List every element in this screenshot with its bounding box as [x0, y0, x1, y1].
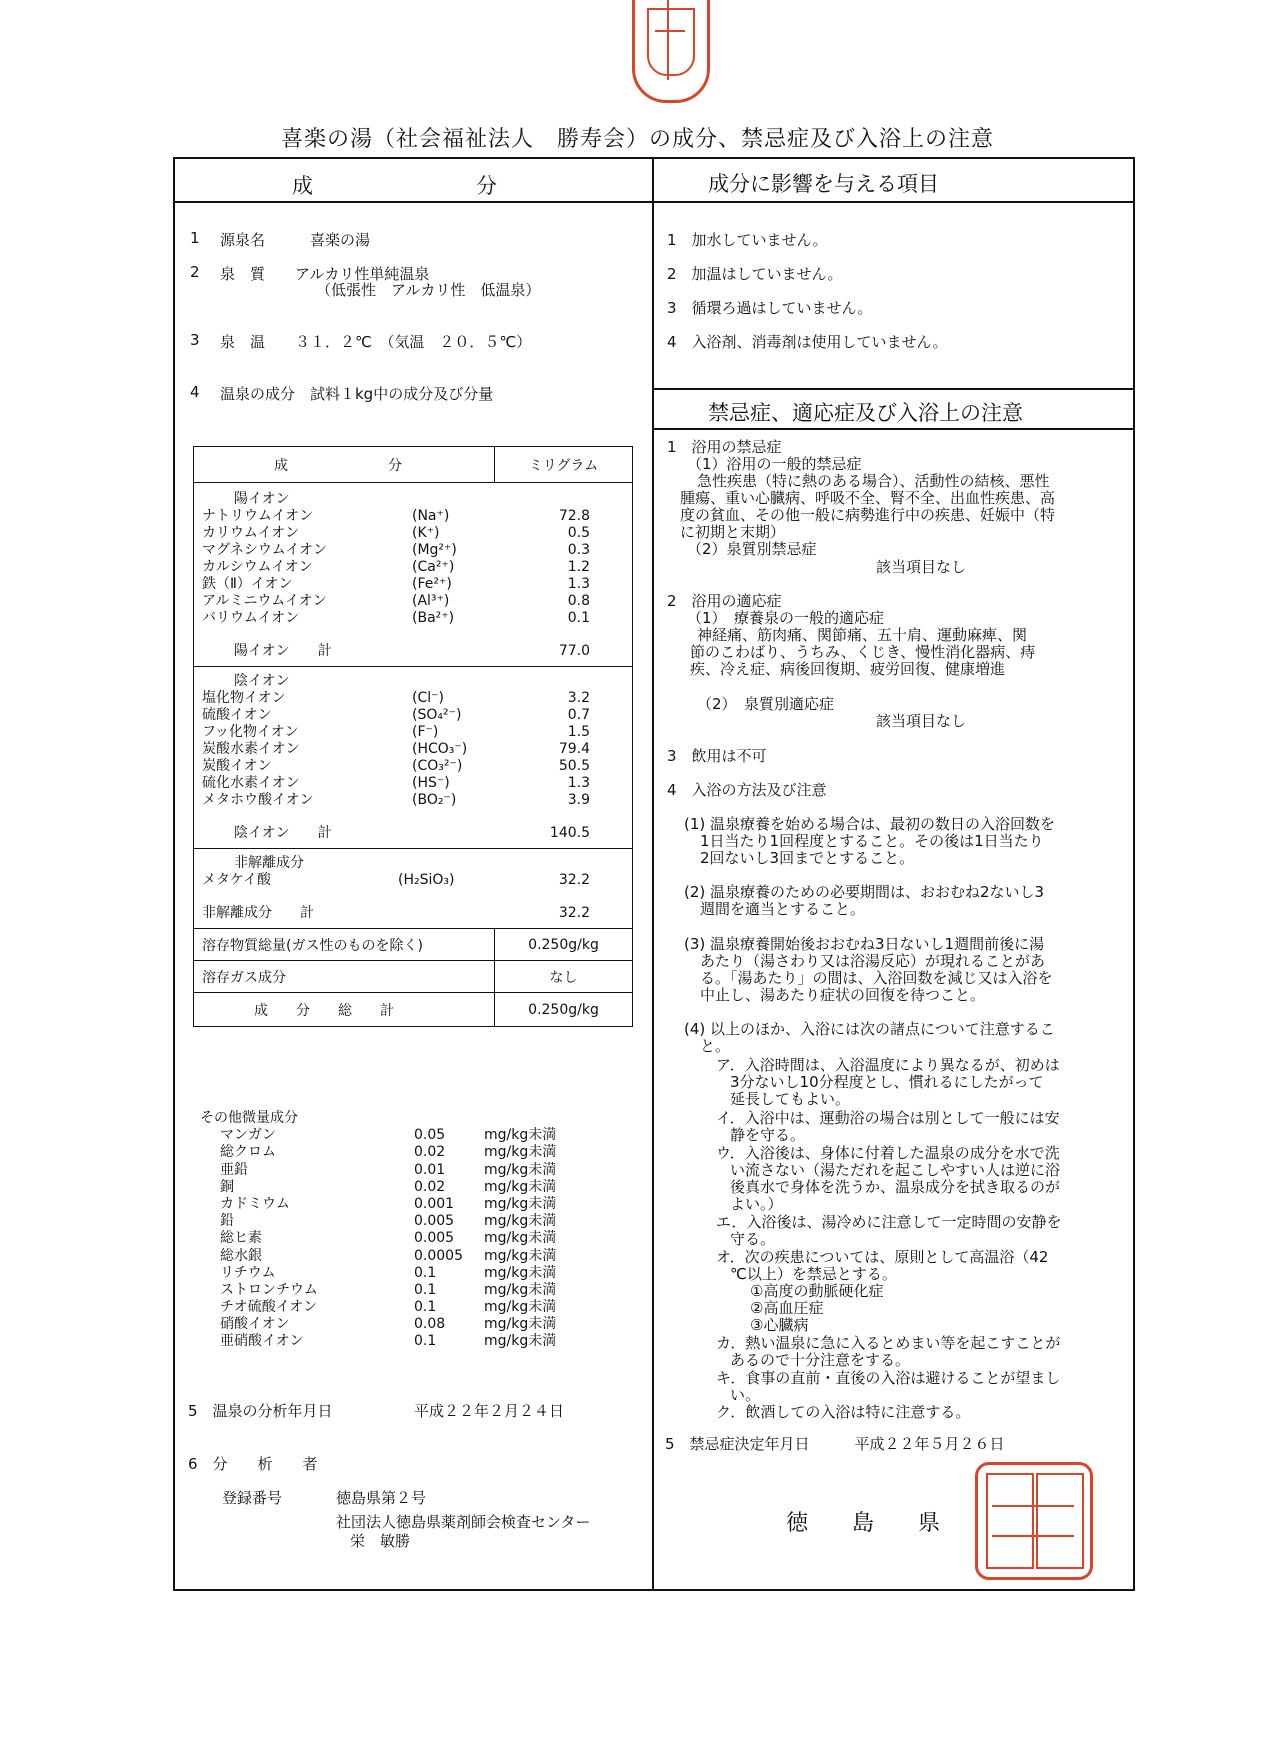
r-line: ③心臓病 [750, 1316, 809, 1334]
grand-total-value: 0.250g/kg [495, 993, 633, 1027]
item-1-text: 源泉名 喜楽の湯 [220, 231, 371, 249]
anion-block: 陰イオン 塩化物イオン (Cl⁻) 3.2 硫酸イオン (SO₄²⁻) 0.7 フッ化物イオン (F⁻) 1.5 炭酸水素イオン (HCO₃⁻) 79.4 炭酸イオン (CO₃²⁻) 50.5 硫化水素イオン (HS⁻) 1.3 メタホウ酸イオン (BO₂⁻) 3.9 陰イオン 計 140.5 [194, 667, 633, 849]
table-row: カルシウムイオン (Ca²⁺) 1.2 [202, 559, 590, 575]
item-1-num: 1 [190, 229, 200, 247]
dissolved-value: 0.250g/kg [495, 929, 633, 961]
gas-value: なし [495, 961, 633, 993]
r-line: カ．熱い温泉に急に入るとめまい等を起こすことが [716, 1334, 1061, 1352]
r-line: （2） 泉質別適応症 [697, 695, 835, 713]
table-row: 塩化物イオン (Cl⁻) 3.2 [202, 690, 590, 706]
r-line: ウ．入浴後は、身体に付着した温泉の成分を水で洗 [716, 1144, 1060, 1162]
table-row: ナトリウムイオン (Na⁺) 72.8 [202, 508, 590, 524]
list-item: 硝酸イオン 0.08 mg/kg未満 [220, 1316, 557, 1333]
r-line: （2）泉質別禁忌症 [687, 540, 817, 558]
r-line: 延長してもよい。 [730, 1090, 851, 1108]
item-2-text: 泉 質 アルカリ性単純温泉 [220, 265, 430, 283]
r-line: 静を守る。 [730, 1126, 806, 1144]
right-section2-line [653, 428, 1133, 430]
reg-value: 徳島県第２号 [336, 1489, 427, 1507]
r-line: 週間を適当とすること。 [700, 900, 866, 918]
list-item: 鉛 0.005 mg/kg未満 [220, 1213, 557, 1230]
r-line: 1日当たり1回程度とすること。その後は1日当たり [700, 832, 1044, 850]
r-line: 1 浴用の禁忌症 [667, 438, 782, 456]
table-row: フッ化物イオン (F⁻) 1.5 [202, 724, 590, 740]
cation-total-row: 陽イオン 計 77.0 [234, 643, 590, 659]
r-line: 疾、冷え症、病後回復期、疲労回復、健康増進 [690, 660, 1006, 678]
r-line: 守る。 [730, 1230, 776, 1248]
anion-total-row: 陰イオン 計 140.5 [234, 825, 590, 841]
r-line: ℃以上）を禁忌とする。 [730, 1265, 897, 1283]
r-line: ク．飲酒しての入浴は特に注意する。 [716, 1403, 971, 1421]
r-line: 2回ないし3回までとすること。 [700, 849, 915, 867]
r-line: 2 浴用の適応症 [667, 592, 782, 610]
effect-1: 1 加水していません。 [667, 231, 828, 249]
gas-label: 溶存ガス成分 [194, 961, 495, 993]
item-3-text: 泉 温 ３１．２℃ （気温 ２０．５℃） [220, 333, 532, 351]
list-item: 亜硝酸イオン 0.1 mg/kg未満 [220, 1333, 557, 1350]
r-line: ②高血圧症 [750, 1299, 824, 1317]
list-item: リチウム 0.1 mg/kg未満 [220, 1264, 557, 1281]
table-row: 鉄（Ⅱ）イオン (Fe²⁺) 1.3 [202, 576, 590, 592]
list-item: 亜鉛 0.01 mg/kg未満 [220, 1161, 557, 1178]
trace-list: その他微量成分 マンガン 0.05 mg/kg未満 総クロム 0.02 mg/kg未満 亜鉛 0.01 mg/kg未満 銅 0.02 mg/kg未満 カドミウム 0.001 mg/kg未満 鉛 0.005 mg/kg未満 総ヒ素 0.005 mg/kg未満 総水銀 0.0005 mg/kg未満 リチウム 0.1 mg/kg未満 ストロンチウム 0.1 mg/kg未満 チオ硫酸イオン 0.1 mg/kg未満 硝酸イオン 0.08 mg/kg未満 亜硝酸イオン 0.1 mg/kg未満 [200, 1110, 557, 1350]
table-row: 炭酸水素イオン (HCO₃⁻) 79.4 [202, 741, 590, 757]
table-row: バリウムイオン (Ba²⁺) 0.1 [202, 610, 590, 626]
r-line: オ．次の疾患については、原則として高温浴（42 [716, 1248, 1049, 1266]
item-3-num: 3 [190, 331, 200, 349]
right-header-line [653, 201, 1133, 203]
table-head-name: 成 分 [194, 447, 495, 483]
table-row: 硫酸イオン (SO₄²⁻) 0.7 [202, 707, 590, 723]
r-line: (1) 温泉療養を始める場合は、最初の数日の入浴回数を [684, 815, 1056, 833]
list-item: カドミウム 0.001 mg/kg未満 [220, 1195, 557, 1212]
seal-top [632, 0, 710, 103]
undissociated-block: 非解離成分 メタケイ酸 (H₂SiO₃) 32.2 非解離成分 計 32.2 [194, 849, 633, 929]
r-line: 神経痛、筋肉痛、関節痛、五十肩、運動麻痺、関 [697, 626, 1028, 644]
r-line: 該当項目なし [876, 558, 967, 576]
cation-block: 陽イオン ナトリウムイオン (Na⁺) 72.8 カリウムイオン (K⁺) 0.5 マグネシウムイオン (Mg²⁺) 0.3 カルシウムイオン (Ca²⁺) 1.2 鉄（Ⅱ）イオン (Fe²⁺) 1.3 アルミニウムイオン (Al³⁺) 0.8 バリウムイオン (Ba²⁺) 0.1 陽イオン 計 77.0 [194, 483, 633, 667]
r-line: い。 [730, 1386, 761, 1404]
analysis-date: 平成２２年２月２４日 [414, 1402, 565, 1420]
reg-label: 登録番号 [222, 1489, 283, 1507]
table-row: 炭酸イオン (CO₃²⁻) 50.5 [202, 758, 590, 774]
r-line: (4) 以上のほか、入浴には次の諸点について注意するこ [684, 1020, 1055, 1038]
left-header-line [173, 201, 653, 203]
effect-4: 4 入浴剤、消毒剤は使用していません。 [667, 333, 948, 351]
r-line: 4 入浴の方法及び注意 [667, 781, 827, 799]
list-item: マンガン 0.05 mg/kg未満 [220, 1127, 557, 1144]
composition-table [193, 446, 633, 1027]
r-line: に初期と末期） [680, 523, 786, 541]
right-section2-top-line [653, 388, 1133, 390]
column-divider [652, 157, 654, 1589]
r-line: ①高度の動脈硬化症 [750, 1282, 884, 1300]
list-item: 総水銀 0.0005 mg/kg未満 [220, 1247, 557, 1264]
list-item: ストロンチウム 0.1 mg/kg未満 [220, 1281, 557, 1298]
r-line: あたり（湯さわり又は浴湯反応）が現れることがあ [700, 952, 1046, 970]
r-line: エ．入浴後は、湯冷めに注意して一定時間の安静を [716, 1213, 1062, 1231]
left-header-b: 分 [476, 174, 497, 198]
r-line: ア．入浴時間は、入浴温度により異なるが、初めは [716, 1056, 1060, 1074]
table-head-unit: ミリグラム [495, 447, 633, 483]
table-row: メタケイ酸 (H₂SiO₃) 32.2 [202, 872, 590, 888]
r-line: る。「湯あたり」の間は、入浴回数を減じ又は入浴を [700, 969, 1053, 987]
table-row: マグネシウムイオン (Mg²⁺) 0.3 [202, 542, 590, 558]
table-row: アルミニウムイオン (Al³⁺) 0.8 [202, 593, 590, 609]
left-header-a: 成 [292, 174, 313, 198]
right-header: 成分に影響を与える項目 [708, 172, 939, 196]
r-line: と。 [700, 1037, 731, 1055]
r-line: 3分ないし10分程度とし、慣れるにしたがって [730, 1073, 1044, 1091]
list-item: チオ硫酸イオン 0.1 mg/kg未満 [220, 1299, 557, 1316]
r-line: (2) 温泉療養のための必要期間は、おおむね2ないし3 [684, 883, 1045, 901]
prefecture-name: 徳 島 県 [786, 1511, 941, 1536]
r-line: よい。） [730, 1195, 783, 1213]
item-4-num: 4 [190, 383, 200, 401]
item-2-num: 2 [190, 263, 200, 281]
analysis-date-label: 5 温泉の分析年月日 [188, 1402, 333, 1420]
r-line: キ．食事の直前・直後の入浴は避けることが望まし [716, 1369, 1061, 1387]
r-line: 節のこわばり、うちみ、くじき、慢性消化器病、痔 [690, 643, 1036, 661]
dissolved-label: 溶存物質総量(ガス性のものを除く) [194, 929, 495, 961]
item-2-sub: （低張性 アルカリ性 低温泉） [316, 281, 541, 299]
analyst-person: 栄 敏勝 [350, 1532, 411, 1550]
right-header-2: 禁忌症、適応症及び入浴上の注意 [708, 401, 1023, 425]
r-line: 中止し、湯あたり症状の回復を待つこと。 [700, 986, 986, 1004]
table-row: 硫化水素イオン (HS⁻) 1.3 [202, 775, 590, 791]
r-line: 後真水で身体を洗うか、温泉成分を拭き取るのが [730, 1178, 1061, 1196]
list-item: 銅 0.02 mg/kg未満 [220, 1178, 557, 1195]
table-row: メタホウ酸イオン (BO₂⁻) 3.9 [202, 792, 590, 808]
item-4-text: 温泉の成分 試料１kg中の成分及び分量 [220, 385, 494, 403]
r-line: 急性疾患（特に熱のある場合）、活動性の結核、悪性 [697, 472, 1050, 490]
table-row: カリウムイオン (K⁺) 0.5 [202, 525, 590, 541]
r-line: (3) 温泉療養開始後おおむね3日ないし1週間前後に湯 [684, 935, 1045, 953]
list-item: 総ヒ素 0.005 mg/kg未満 [220, 1230, 557, 1247]
r-line: 度の貧血、その他一般に病勢進行中の疾患、妊娠中（特 [680, 506, 1056, 524]
grand-total-label: 成 分 総 計 [194, 993, 495, 1027]
effect-3: 3 循環ろ過はしていません。 [667, 299, 873, 317]
r-line: （1）浴用の一般的禁忌症 [687, 455, 862, 473]
effect-2: 2 加温はしていません。 [667, 265, 843, 283]
list-item: 総クロム 0.02 mg/kg未満 [220, 1144, 557, 1161]
r-line: 該当項目なし [876, 712, 967, 730]
r-line: イ．入浴中は、運動浴の場合は別として一般には安 [716, 1109, 1060, 1127]
document-title: 喜楽の湯（社会福祉法人 勝寿会）の成分、禁忌症及び入浴上の注意 [280, 127, 994, 152]
analyst-label: 6 分 析 者 [188, 1455, 318, 1473]
r-line: 3 飲用は不可 [667, 747, 767, 765]
r-line: あるので十分注意をする。 [730, 1351, 911, 1369]
r-line: （1） 療養泉の一般的適応症 [687, 609, 885, 627]
analyst-org: 社団法人徳島県薬剤師会検査センター [336, 1513, 591, 1531]
undissociated-total-row: 非解離成分 計 32.2 [202, 905, 590, 921]
prefecture-seal [975, 1462, 1093, 1580]
contraindication-date: 5 禁忌症決定年月日 平成２２年５月２６日 [665, 1435, 1005, 1453]
r-line: い流さない（湯ただれを起こしやすい人は逆に浴 [730, 1161, 1061, 1179]
r-line: 腫瘍、重い心臓病、呼吸不全、腎不全、出血性疾患、高 [680, 489, 1056, 507]
